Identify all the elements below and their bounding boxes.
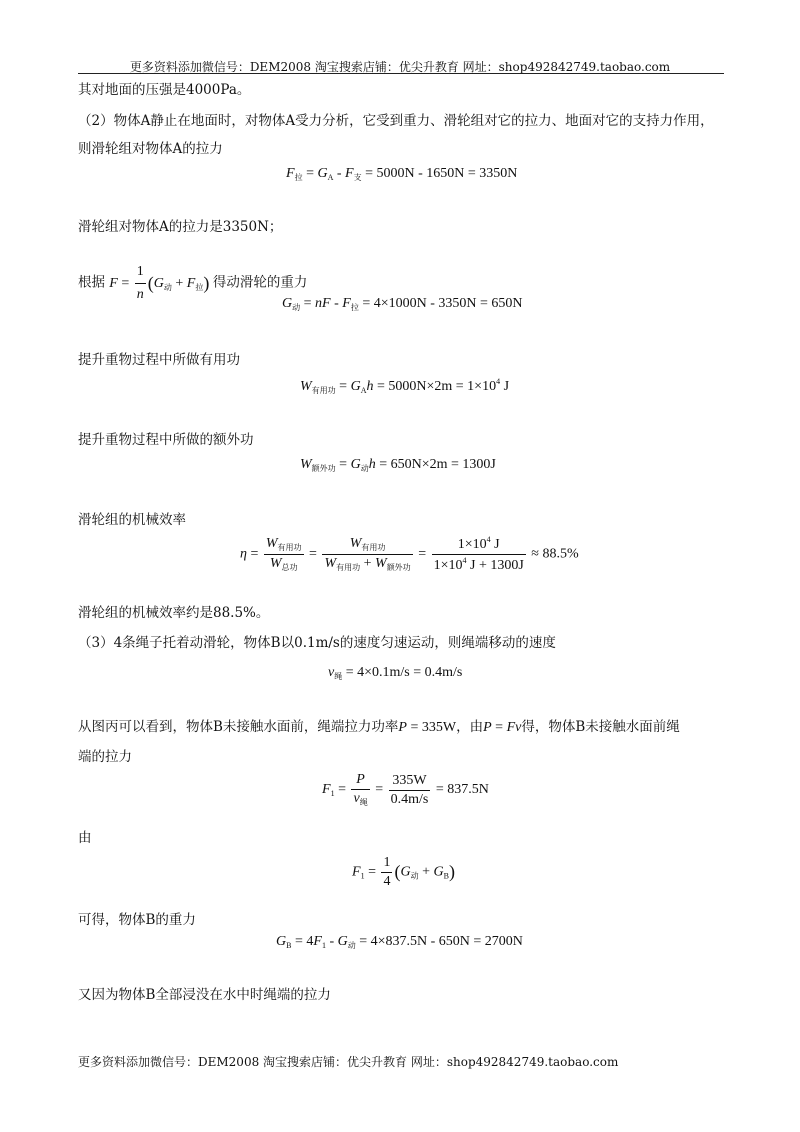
paragraph: 滑轮组的机械效率 [78, 512, 186, 528]
equation-force-balance: $F_1$ = $\frac{1}{4}$ $(G_动 + G_B)$ [352, 855, 455, 889]
page-header: 更多资料添加微信号：DEM2008 淘宝搜索店铺：优尖升教育 网址：shop492842749.taobao.com [129, 60, 671, 74]
paragraph: 提升重物过程中所做有用功 [78, 352, 240, 368]
equation-rope-speed: $v_绳 = 4\times 0.1m/s = 0.4m/s$ [328, 665, 463, 681]
equation-extra-work: $W_{额外功} = G_动h = 650N\times 2m = 1300J$ [300, 457, 496, 473]
paragraph-power-line: 从图丙可以看到，物体B未接触水面前，绳端拉力功率P = 335W，由P = Fv得，物体B未接触水面前绳 [78, 719, 680, 735]
paragraph: （3）4条绳子托着动滑轮，物体B以0.1m/s的速度匀速运动，则绳端移动的速度 [78, 635, 556, 651]
equation-rope-force: $F_1$ = $\frac{P}{v_绳}$ = $\frac{335W}{0.4m/s}$ = 837.5N [322, 772, 489, 807]
equation-pulley-weight: $G_动$ = nF - $F_拉 = 4\times 1000N - 3350N = 650N$ [282, 296, 523, 312]
paragraph: 其对地面的压强是4000Pa。 [78, 82, 251, 98]
paragraph: 由 [78, 830, 92, 846]
paragraph: 滑轮组的机械效率约是88.5%。 [78, 605, 270, 621]
paragraph: （2）物体A静止在地面时，对物体A受力分析，它受到重力、滑轮组对它的拉力、地面对它的支持力作用，则滑轮组对物体A的拉力 [78, 113, 714, 157]
equation-efficiency: η = $\frac{W_{有用功}}{W_{总功}}$ = $\frac{W_{有用功}}{W_{有用功} + W_{额外功}}$ = $\frac{1\times 10^4 J}{1\times 10^4 J + 1300J}$ ≈ 88.5% [240, 535, 579, 573]
equation-useful-work: $W_{有用功} = G_Ah = 5000N\times 2m = 1\times 10^4$ J [300, 377, 510, 395]
paragraph: 又因为物体B全部浸没在水中时绳端的拉力 [78, 987, 331, 1003]
equation-tension: $F_拉 = G_A - F_支 = 5000N - 1650N = 3350N$ [286, 166, 518, 182]
paragraph: 提升重物过程中所做的额外功 [78, 432, 254, 448]
equation-weight-b: $G_B = 4F_1 - G_动 = 4\times 837.5N - 650N = 2700N$ [276, 934, 523, 950]
page-footer: 更多资料添加微信号：DEM2008 淘宝搜索店铺：优尖升教育 网址：shop492842749.taobao.com [78, 1055, 619, 1069]
paragraph: 可得，物体B的重力 [78, 912, 196, 928]
paragraph: 端的拉力 [78, 749, 132, 765]
paragraph-formula-line: 根据 F = $\frac{1}{n}$ $(G_动 + F_拉)$ 得动滑轮的重力 [78, 264, 308, 302]
paragraph: 滑轮组对物体A的拉力是3350N； [78, 219, 283, 235]
header-rule [78, 73, 724, 74]
